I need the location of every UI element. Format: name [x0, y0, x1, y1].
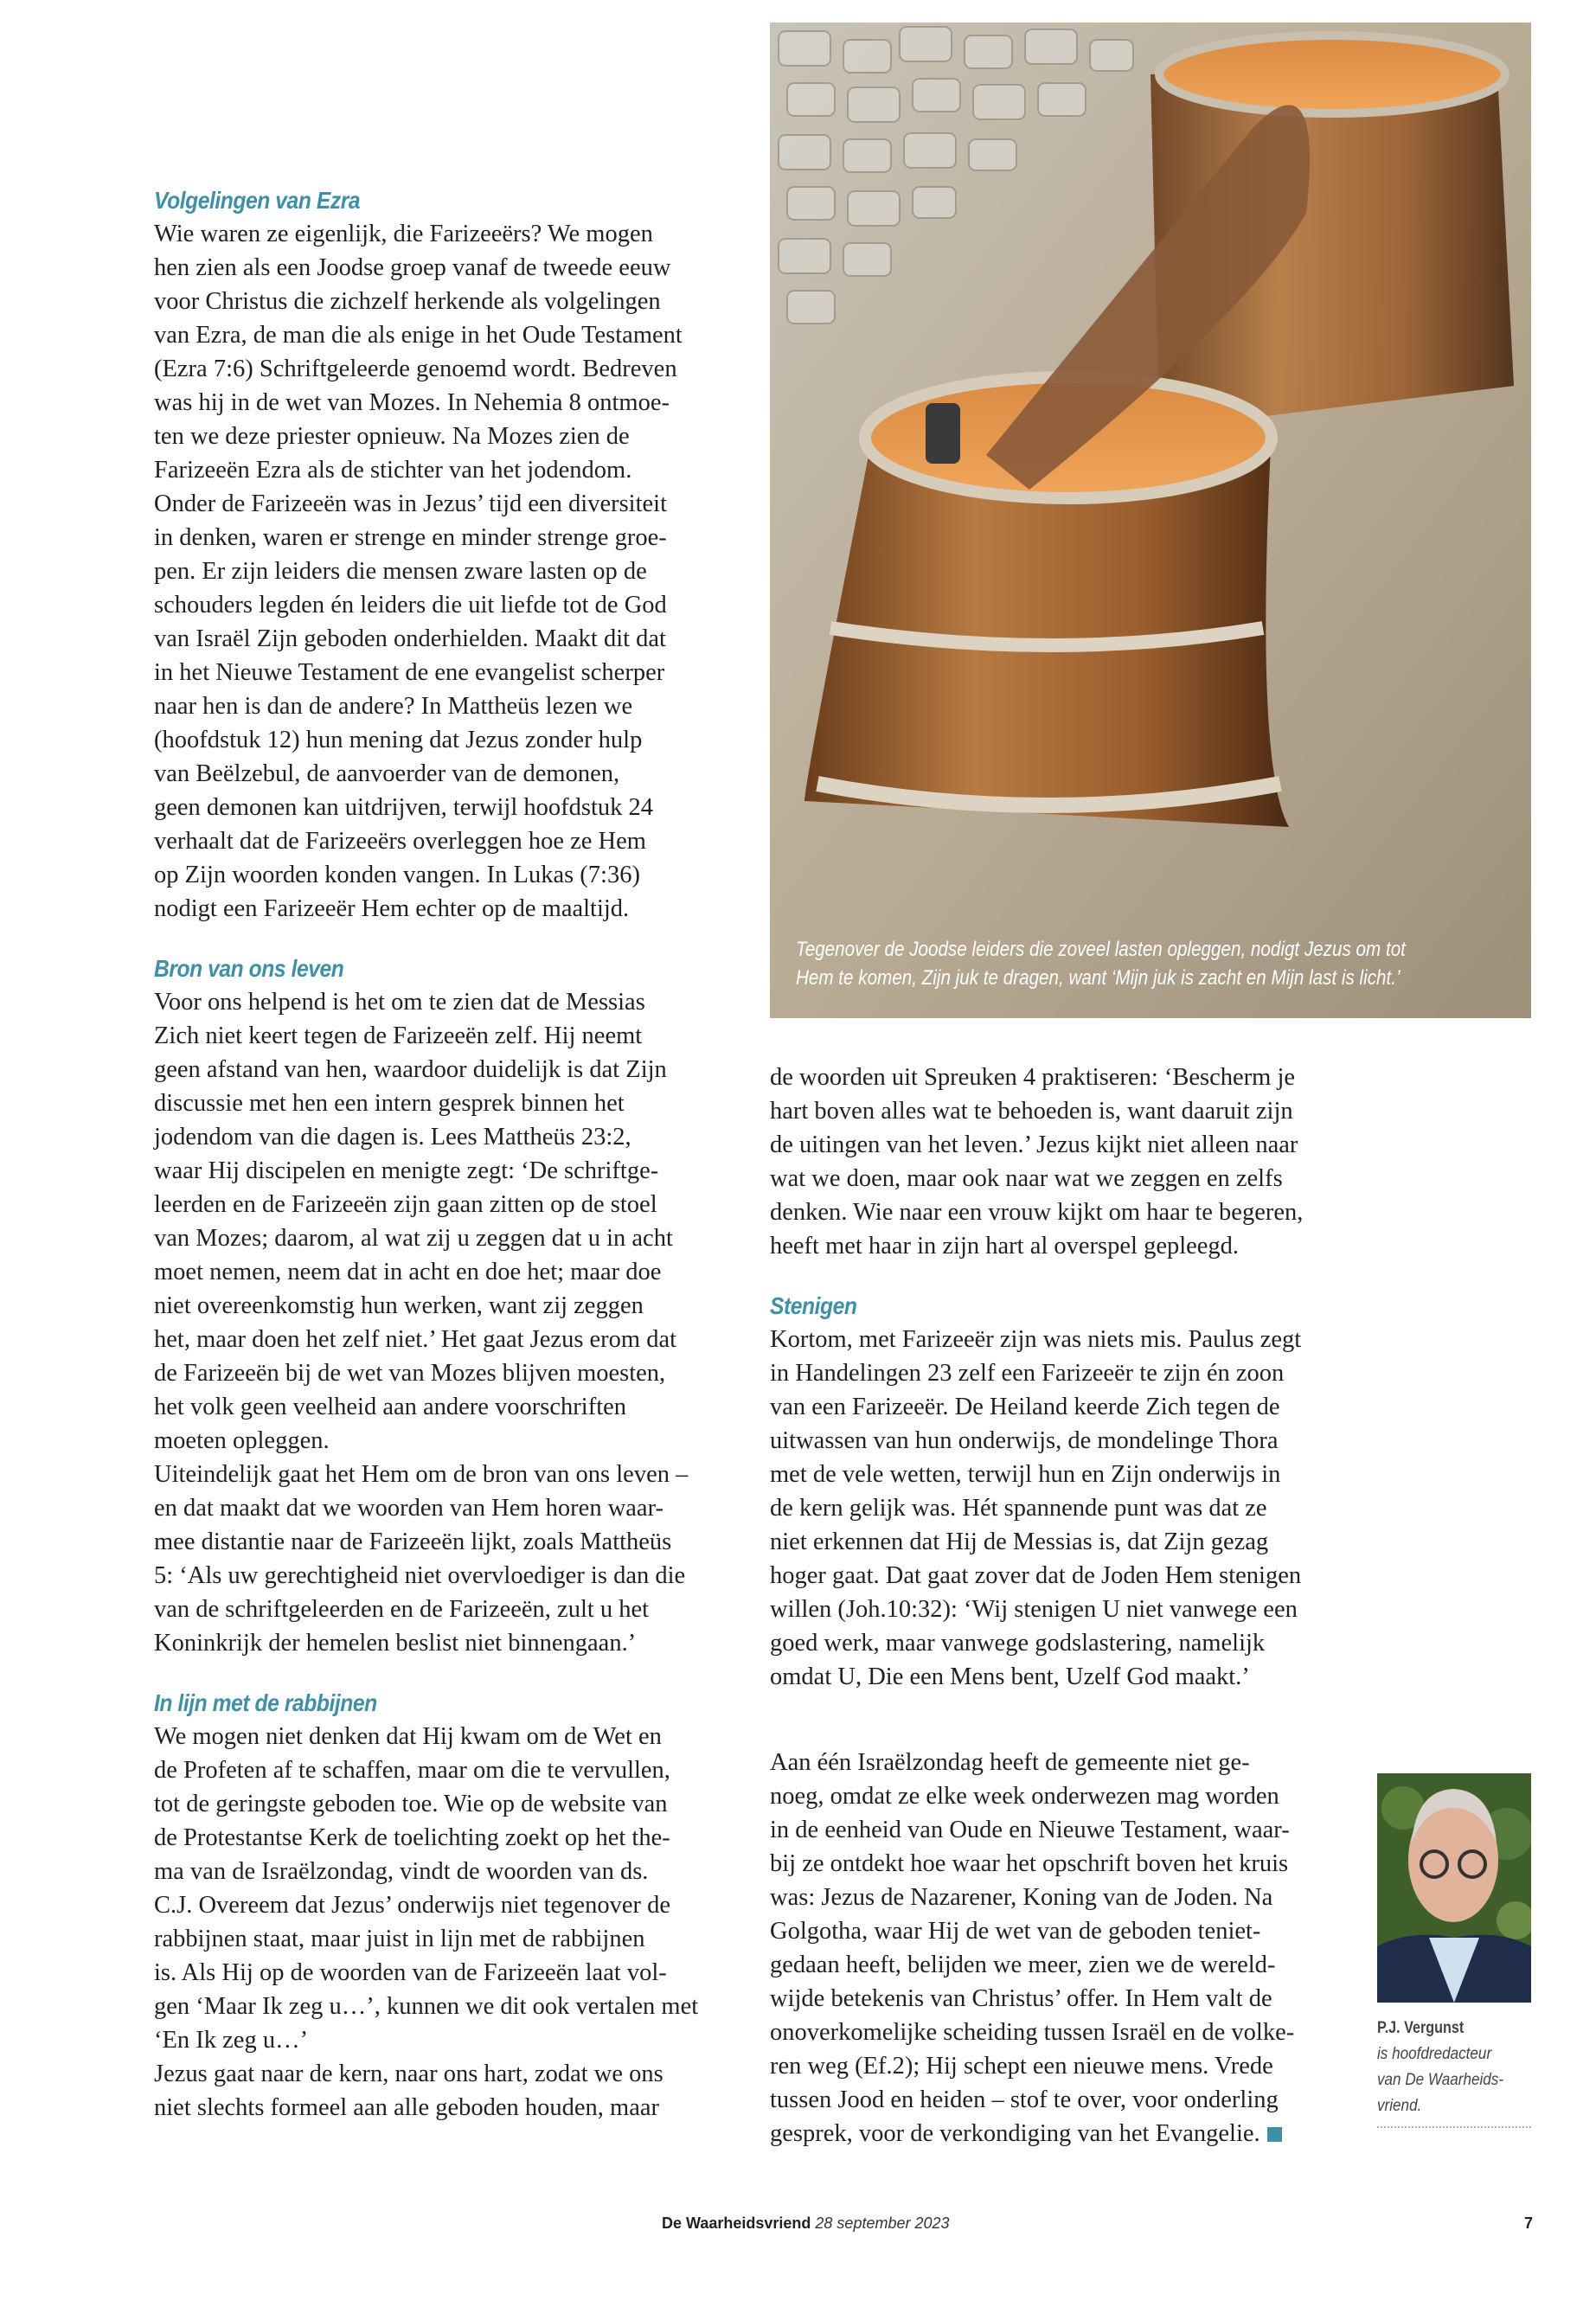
end-mark-icon	[1267, 2127, 1282, 2142]
text-line-content: Voor ons helpend is het om te zien dat de Messias	[154, 989, 645, 1016]
buckets-photo	[770, 22, 1531, 1018]
text-line-content: (Ezra 7:6) Schriftgeleerde genoemd wordt. Bedreven	[154, 356, 677, 382]
text-line-content: de uitingen van het leven.’ Jezus kijkt niet alleen naar	[770, 1131, 1298, 1158]
text-line-content: met de vele wetten, terwijl hun en Zijn onderwijs in	[770, 1461, 1281, 1488]
text-line	[770, 1094, 1358, 1128]
text-line-content: ma van de Israëlzondag, vindt de woorden van ds.	[154, 1858, 649, 1885]
text-line	[154, 386, 729, 420]
text-line-content: gesprek, voor de verkondiging van het Evangelie.	[770, 2120, 1260, 2147]
text-line-content: Farizeeën Ezra als de stichter van het jodendom.	[154, 457, 632, 484]
text-line-content: willen (Joh.10:32): ‘Wij stenigen U niet vanwege een	[770, 1596, 1298, 1623]
text-line	[154, 1086, 729, 1120]
text-line	[770, 1128, 1358, 1162]
text-line-content: is. Als Hij op de woorden van de Farizeeën laat vol-	[154, 1959, 667, 1986]
right-column	[770, 1061, 1358, 2150]
text-line	[770, 1458, 1358, 1491]
text-line-content: (hoofdstuk 12) hun mening dat Jezus zonder hulp	[154, 727, 643, 753]
text-line-content: van Ezra, de man die als enige in het Oude Testament	[154, 322, 683, 349]
text-line-content: het, maar doen het zelf niet.’ Het gaat Jezus erom dat	[154, 1326, 677, 1353]
text-line	[154, 1120, 729, 1154]
text-line-content: op Zijn woorden konden vangen. In Lukas (7:36)	[154, 862, 640, 888]
text-line-content: waar Hij discipelen en menigte zegt: ‘De schriftge-	[154, 1157, 659, 1184]
text-line-content: gedaan heeft, belijden we meer, zien we de wereld-	[770, 1952, 1276, 1978]
text-line	[154, 588, 729, 622]
text-line-content: schouders legden én leiders die uit liefde tot de God	[154, 592, 667, 619]
text-line-content: van Israël Zijn geboden onderhielden. Maakt dit dat	[154, 625, 666, 652]
text-line	[154, 1424, 729, 1458]
wooden-buckets-image	[770, 22, 1531, 1018]
text-line	[770, 1390, 1358, 1424]
text-line	[770, 1593, 1358, 1626]
text-line	[154, 521, 729, 554]
caption-line: Hem te komen, Zijn juk te dragen, want ‘Mijn juk is zacht en Mijn last is licht.’	[796, 966, 1401, 990]
text-line	[154, 1888, 729, 1922]
text-line-content: hoger gaat. Dat gaat zover dat de Joden Hem stenigen	[770, 1562, 1302, 1589]
text-line	[154, 1154, 729, 1188]
text-line-content: wat we doen, maar ook naar wat we zeggen en zelfs	[770, 1165, 1283, 1192]
text-line	[770, 1424, 1358, 1458]
section-gap	[154, 926, 729, 952]
text-line	[154, 487, 729, 521]
author-role-line: is hoofdredacteur	[1377, 2045, 1492, 2063]
text-line-content: tussen Jood en heiden – stof te over, voor onderling	[770, 2086, 1279, 2113]
author-byline	[1377, 2016, 1531, 2128]
caption-line: Tegenover de Joodse leiders die zoveel lasten opleggen, nodigt Jezus om tot	[796, 938, 1406, 961]
text-line-content: bij ze ontdekt hoe waar het opschrift boven het kruis	[770, 1850, 1289, 1877]
text-line	[154, 858, 729, 892]
text-line	[770, 2117, 1358, 2150]
text-line	[154, 554, 729, 588]
text-line-content: de Profeten af te schaffen, maar om die te vervullen,	[154, 1757, 670, 1784]
text-line	[154, 352, 729, 386]
text-line-content: niet overeenkomstig hun werken, want zij zeggen	[154, 1292, 644, 1319]
text-line-content: niet erkennen dat Hij de Messias is, dat Zijn gezag	[770, 1529, 1269, 1555]
text-line	[154, 2057, 729, 2091]
text-line-content: van Beëlzebul, de aanvoerder van de demonen,	[154, 760, 620, 787]
text-line	[770, 2016, 1358, 2049]
text-line-content: van de schriftgeleerden en de Farizeeën, zult u het	[154, 1596, 650, 1623]
text-line-content: tot de geringste geboden toe. Wie op de website van	[154, 1791, 668, 1817]
text-line	[154, 723, 729, 757]
text-line	[154, 1188, 729, 1221]
section-heading: Bron van ons leven	[154, 955, 344, 982]
text-line	[154, 892, 729, 926]
text-line-content: Jezus gaat naar de kern, naar ons hart, zodat we ons	[154, 2061, 663, 2087]
text-line	[770, 1491, 1358, 1525]
text-line	[154, 1525, 729, 1559]
text-line	[154, 985, 729, 1019]
text-line	[154, 1255, 729, 1289]
text-line-content: uitwassen van hun onderwijs, de mondelinge Thora	[770, 1427, 1279, 1454]
author-role-line: vriend.	[1377, 2097, 1422, 2115]
section-gap	[770, 1263, 1358, 1289]
author-portrait	[1377, 1773, 1531, 2003]
text-line	[154, 285, 729, 318]
text-line-content: jodendom van die dagen is. Lees Mattheüs 23:2,	[154, 1124, 631, 1150]
text-line-content: ‘En Ik zeg u…’	[154, 2027, 309, 2054]
text-line-content: geen demonen kan uitdrijven, terwijl hoofdstuk 24	[154, 794, 653, 821]
text-line-content: moet nemen, neem dat in acht en doe het; maar doe	[154, 1259, 662, 1285]
text-line-content: in het Nieuwe Testament de ene evangelist scherper	[154, 659, 665, 686]
text-line	[154, 2091, 729, 2125]
text-line	[154, 1720, 729, 1753]
text-line-content: Zich niet keert tegen de Farizeeën zelf. Hij neemt	[154, 1022, 643, 1049]
text-line-content: noeg, omdat ze elke week onderwezen mag worden	[770, 1783, 1279, 1810]
text-line	[770, 1061, 1358, 1094]
text-line	[154, 1787, 729, 1821]
text-line	[770, 1660, 1358, 1694]
text-line-content: was: Jezus de Nazarener, Koning van de Joden. Na	[770, 1884, 1273, 1911]
text-line-content: heeft met haar in zijn hart al overspel gepleegd.	[770, 1233, 1240, 1259]
text-line	[770, 1881, 1358, 1914]
text-line	[770, 1525, 1358, 1559]
text-line	[154, 757, 729, 791]
text-line-content: moeten opleggen.	[154, 1427, 330, 1454]
section-gap	[770, 1694, 1358, 1720]
text-line-content: in Handelingen 23 zelf een Farizeeër te zijn én zoon	[770, 1360, 1285, 1387]
text-line	[154, 1593, 729, 1626]
text-line-content: onoverkomelijke scheiding tussen Israël en de volke-	[770, 2019, 1295, 2046]
text-line-content: naar hen is dan de andere? In Mattheüs lezen we	[154, 693, 633, 720]
text-line	[154, 1390, 729, 1424]
text-line	[154, 1753, 729, 1787]
text-line	[770, 1914, 1358, 1948]
text-line	[770, 1229, 1358, 1263]
text-line	[154, 791, 729, 824]
text-line-content: wijde betekenis van Christus’ offer. In Hem valt de	[770, 1985, 1272, 2012]
text-line	[154, 1356, 729, 1390]
text-line-content: niet slechts formeel aan alle geboden houden, maar	[154, 2094, 660, 2121]
issue-date: 28 september 2023	[815, 2214, 950, 2232]
text-line	[154, 1821, 729, 1855]
text-line	[154, 1626, 729, 1660]
page-footer	[662, 2214, 950, 2233]
text-line-content: de kern gelijk was. Hét spannende punt was dat ze	[770, 1495, 1267, 1522]
text-line-content: Aan één Israëlzondag heeft de gemeente niet ge-	[770, 1749, 1250, 1776]
section-heading: Volgelingen van Ezra	[154, 187, 361, 214]
text-line-content: Kortom, met Farizeeër zijn was niets mis. Paulus zegt	[770, 1326, 1302, 1353]
section-heading: Stenigen	[770, 1292, 857, 1319]
text-line-content: 5: ‘Als uw gerechtigheid niet overvloediger is dan die	[154, 1562, 686, 1589]
text-line-content: van een Farizeeër. De Heiland keerde Zich tegen de	[770, 1394, 1280, 1420]
text-line	[770, 1746, 1358, 1779]
text-line	[154, 689, 729, 723]
text-line-content: pen. Er zijn leiders die mensen zware lasten op de	[154, 558, 647, 585]
text-line-content: Onder de Farizeeën was in Jezus’ tijd een diversiteit	[154, 490, 668, 517]
author-photo-image	[1377, 1773, 1531, 2003]
text-line-content: van Mozes; daarom, al wat zij u zeggen dat u in acht	[154, 1225, 673, 1252]
photo-caption	[796, 935, 1406, 992]
text-line-content: de Protestantse Kerk de toelichting zoekt op het the-	[154, 1824, 670, 1851]
text-line	[154, 2023, 729, 2057]
text-line-content: leerden en de Farizeeën zijn gaan zitten op de stoel	[154, 1191, 657, 1218]
text-line	[770, 2083, 1358, 2117]
text-line-content: We mogen niet denken dat Hij kwam om de Wet en	[154, 1723, 662, 1750]
text-line-content: hart boven alles wat te behoeden is, want daaruit zijn	[770, 1098, 1293, 1125]
text-line-content: geen afstand van hen, waardoor duidelijk is dat Zijn	[154, 1056, 667, 1083]
text-line	[154, 1221, 729, 1255]
text-line-content: hen zien als een Joodse groep vanaf de tweede eeuw	[154, 254, 671, 281]
text-line	[770, 1195, 1358, 1229]
text-line-content: rabbijnen staat, maar juist in lijn met de rabbijnen	[154, 1926, 645, 1952]
text-line	[154, 318, 729, 352]
text-line	[154, 251, 729, 285]
text-line	[770, 1779, 1358, 1813]
text-line-content: discussie met hen een intern gesprek binnen het	[154, 1090, 625, 1117]
text-line	[154, 824, 729, 858]
text-line-content: mee distantie naar de Farizeeën lijkt, zoals Mattheüs	[154, 1529, 672, 1555]
text-line	[770, 1813, 1358, 1847]
text-line	[154, 453, 729, 487]
text-line-content: goed werk, maar vanwege godslastering, namelijk	[770, 1630, 1266, 1657]
text-line-content: omdat U, Die een Mens bent, Uzelf God maakt.’	[770, 1663, 1250, 1690]
text-line	[154, 420, 729, 453]
page-number: 7	[1524, 2214, 1534, 2232]
section-gap	[154, 1660, 729, 1686]
text-line-content: in de eenheid van Oude en Nieuwe Testament, waar-	[770, 1817, 1290, 1843]
text-line	[154, 622, 729, 656]
text-line	[154, 1458, 729, 1491]
text-line-content: voor Christus die zichzelf herkende als volgelingen	[154, 288, 661, 315]
text-line-content: de woorden uit Spreuken 4 praktiseren: ‘Bescherm je	[770, 1064, 1296, 1091]
text-line-content: Golgotha, waar Hij de wet van de geboden teniet-	[770, 1918, 1261, 1945]
text-line	[770, 1948, 1358, 1982]
text-line	[770, 1847, 1358, 1881]
divider	[1377, 2126, 1531, 2128]
text-line	[154, 1053, 729, 1086]
text-line	[154, 1956, 729, 1990]
text-line-content: Wie waren ze eigenlijk, die Farizeeërs? We mogen	[154, 221, 653, 247]
text-line	[154, 1855, 729, 1888]
section-heading: In lijn met de rabbijnen	[154, 1689, 377, 1716]
text-line	[154, 1559, 729, 1593]
text-line	[770, 2049, 1358, 2083]
text-line	[154, 217, 729, 251]
text-line	[154, 1990, 729, 2023]
text-line	[154, 1323, 729, 1356]
text-line-content: denken. Wie naar een vrouw kijkt om haar te begeren,	[770, 1199, 1304, 1226]
text-line	[770, 1626, 1358, 1660]
text-line-content: C.J. Overeem dat Jezus’ onderwijs niet tegenover de	[154, 1892, 670, 1919]
text-line-content: het volk geen veelheid aan andere voorschriften	[154, 1394, 627, 1420]
text-line	[770, 1982, 1358, 2016]
text-line-content: was hij in de wet van Mozes. In Nehemia 8 ontmoe-	[154, 389, 670, 416]
text-line-content: ten we deze priester opnieuw. Na Mozes zien de	[154, 423, 630, 450]
text-line-content: Koninkrijk der hemelen beslist niet binnengaan.’	[154, 1630, 637, 1657]
author-name: P.J. Vergunst	[1377, 2019, 1465, 2037]
text-line	[770, 1356, 1358, 1390]
left-column	[154, 183, 729, 2125]
text-line	[154, 656, 729, 689]
text-line	[154, 1019, 729, 1053]
text-line	[154, 1491, 729, 1525]
text-line-content: ren weg (Ef.2); Hij schept een nieuwe mens. Vrede	[770, 2053, 1273, 2080]
text-line	[770, 1559, 1358, 1593]
text-line-content: de Farizeeën bij de wet van Mozes blijven moesten,	[154, 1360, 666, 1387]
text-line-content: gen ‘Maar Ik zeg u…’, kunnen we dit ook vertalen met	[154, 1993, 699, 2020]
publication-name: De Waarheidsvriend	[662, 2214, 811, 2232]
text-line	[770, 1323, 1358, 1356]
section-gap	[770, 1720, 1358, 1746]
text-line	[154, 1289, 729, 1323]
text-line-content: nodigt een Farizeeër Hem echter op de maaltijd.	[154, 895, 630, 922]
author-role-line: van De Waarheids-	[1377, 2071, 1504, 2089]
text-line	[770, 1162, 1358, 1195]
text-line-content: en dat maakt dat we woorden van Hem horen waar-	[154, 1495, 663, 1522]
text-line-content: Uiteindelijk gaat het Hem om de bron van ons leven –	[154, 1461, 689, 1488]
text-line-content: in denken, waren er strenge en minder strenge groe-	[154, 524, 667, 551]
text-line-content: verhaalt dat de Farizeeërs overleggen hoe ze Hem	[154, 828, 646, 855]
text-line	[154, 1922, 729, 1956]
